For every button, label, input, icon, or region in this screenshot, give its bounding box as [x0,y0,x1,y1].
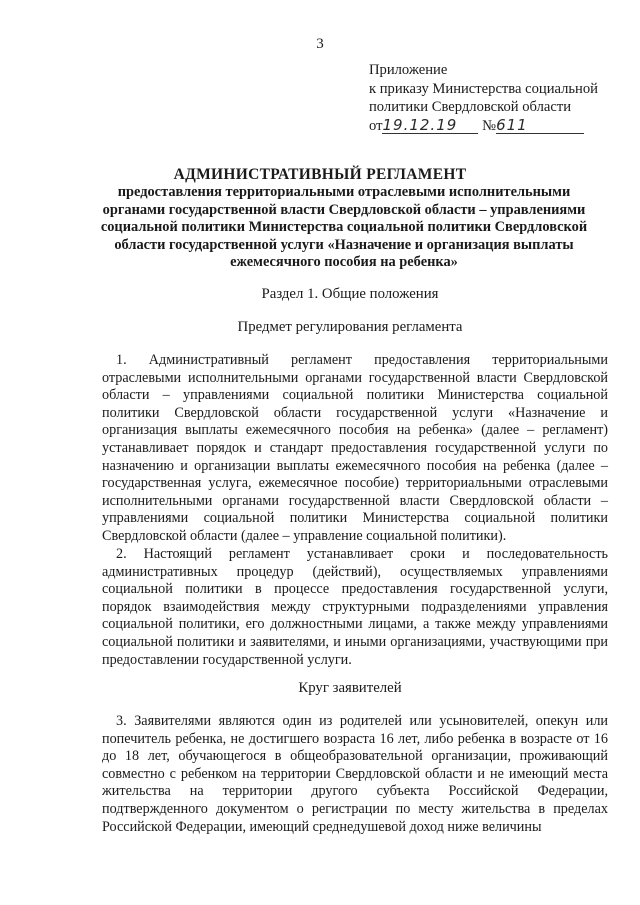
appendix-block [369,61,619,135]
date-prefix: от [369,117,383,134]
handwritten-date: 19.12.19 [382,118,478,134]
appendix-ministry: политики Свердловской области [369,99,572,115]
subtitle-line: ежемесячного пособия на ребенка» [230,254,458,271]
subtitle-line: социальной политики Министерства социальной политики Свердловской [100,219,588,236]
paragraph-2: 2. Настоящий регламент устанавливает сроки и последовательность административных процедур (действий), осуществляемых управлениями социальной политики в процессе предоставления государственной услуги, порядок взаимодействия между структурными подразделениями управления социальной политики, его должностными лицами, а также между управлениями социальной политики и заявителями, и иными организациями, участвующими при предоставлении государственной услуги. [102,546,608,668]
number-prefix: № [482,117,497,134]
paragraph-3: 3. Заявителями являются один из родителей или усыновителей, опекун или попечитель ребенка, не достигшего возраста 16 лет, либо ребенка в возрасте от 16 до 18 лет, обучающегося в общеобразовательной организации, проживающий совместно с ребенком на территории Свердловской области и не имеющий места жительства на территории другого субъекта Российской Федерации, подтвержденного документом о регистрации по месту жительства в пределах Российской Федерации, имеющий среднедушевой доход ниже величины [102,713,608,835]
subtitle-line: предоставления территориальными отраслевыми исполнительными [117,184,571,200]
appendix-order-ref: к приказу Министерства социальной [369,80,598,97]
subtitle-line: области государственной услуги «Назначение и организация выплаты [114,236,574,253]
appendix-label: Приложение [369,62,448,78]
subsection-heading-subject: Предмет регулирования регламента [237,319,463,335]
section-heading: Раздел 1. Общие положения [261,286,439,302]
subtitle-line: органами государственной власти Свердловской области – управлениями [102,201,586,218]
document-subtitle [84,184,604,272]
order-date-number-line [369,117,619,136]
paragraph-1: 1. Административный регламент предоставления территориальными отраслевыми исполнительными органами государственной власти Свердловской области – управлениями социальной политики Министерства социальной политики Свердловской области государственной услуги «Назначение и организация выплаты ежемесячного пособия на ребенка» (далее – регламент) устанавливает порядок и стандарт предоставления государственной услуги по назначению и организации выплаты ежемесячного пособия на ребенка (далее – государственная услуга, ежемесячное пособие) территориальными отраслевыми исполнительными органами государственной власти Свердловской области – управлениями социальной политики Министерства социальной политики Свердловской области (далее – управление социальной политики). [102,352,608,544]
page-number: 3 [316,36,324,52]
subsection-heading-applicants: Круг заявителей [298,680,402,696]
document-title: АДМИНИСТРАТИВНЫЙ РЕГЛАМЕНТ [173,166,467,183]
handwritten-number: 611 [496,118,584,134]
